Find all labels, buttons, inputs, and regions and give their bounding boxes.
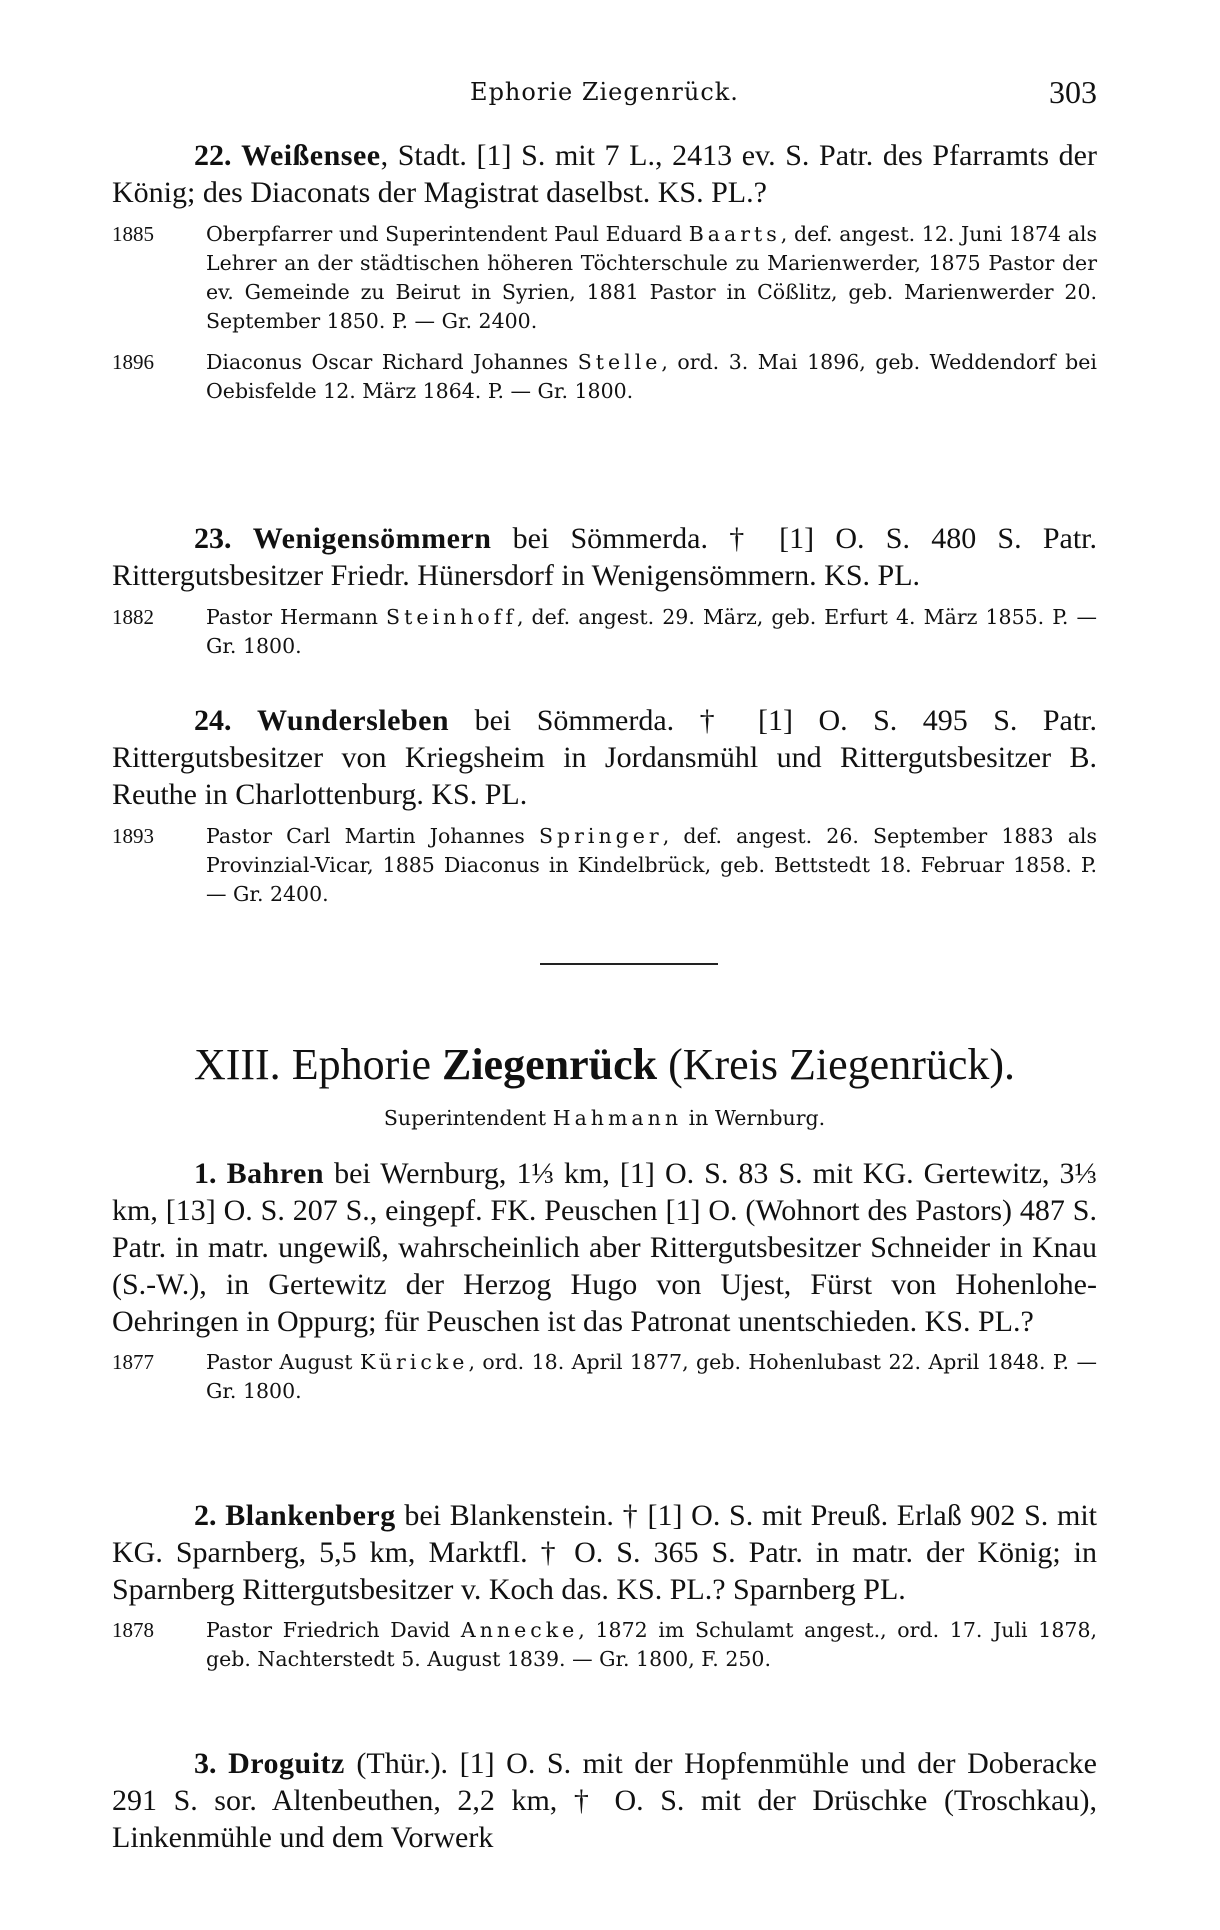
section-heading: [112, 1038, 1097, 1092]
note-year: 1896: [112, 350, 154, 374]
place-name: Weißensee: [241, 139, 381, 172]
note-pre: Oberpfarrer und Superintendent Paul Eduard: [206, 222, 689, 246]
section-bold-name: Ziegenrück: [441, 1040, 658, 1089]
note-post: , def. angest. 29. März, geb. Erfurt 4. März 1855. P. — Gr. 1800.: [206, 605, 1097, 658]
note-year: 1882: [112, 605, 154, 629]
note-post: , def. angest. 26. September 1883 als Provinzial-Vicar, 1885 Diaconus in Kindelbrück, geb. Bettstedt 18. Februar 1858. P. — Gr. 2400.: [206, 824, 1097, 906]
sub-pre: Superintendent: [383, 1106, 553, 1130]
place-name: Blankenberg: [225, 1499, 396, 1532]
pastor-note: [112, 822, 1097, 909]
pastor-name: Steinhoff: [386, 605, 517, 629]
note-post: , def. angest. 12. Juni 1874 als Lehrer an der städtischen höheren Töchterschule zu Marienwerder, 1875 Pastor der ev. Gemeinde zu Beirut in Syrien, 1881 Pastor in Cößlitz, geb. Marienwerder 20. September 1850. P. — Gr. 2400.: [206, 222, 1097, 333]
note-year: 1878: [112, 1618, 154, 1642]
entry-1: [112, 1155, 1097, 1406]
section-post: (Kreis Ziegenrück).: [657, 1040, 1016, 1089]
section-pre: Ephorie: [291, 1040, 442, 1089]
entry-3: [112, 1745, 1097, 1856]
entry-text: [112, 702, 1097, 813]
page-number: 303: [1049, 74, 1097, 110]
entry-text: [112, 137, 1097, 211]
entry-body: bei Wernburg, 1⅓ km, [1] O. S. 83 S. mit KG. Gertewitz, 3⅓ km, [13] O. S. 207 S., eingepf. FK. Peuschen [1] O. (Wohnort des Pastors) 487 S. Patr. in matr. ungewiß, wahrscheinlich aber Rittergutsbesitzer Schneider in Knau (S.-W.), in Gertewitz der Herzog Hugo von Ujest, Fürst von Hohenlohe-Oehringen in Oppurg; für Peuschen ist das Patronat unentschieden. KS. PL.?: [112, 1157, 1098, 1338]
entry-text: [112, 1497, 1097, 1608]
place-name: Wenigensömmern: [252, 522, 492, 555]
pastor-note: [112, 1348, 1097, 1406]
section-divider: [540, 963, 718, 965]
entry-number: 24.: [194, 704, 232, 737]
note-pre: Pastor Friedrich David: [206, 1618, 461, 1642]
note-pre: Pastor August: [206, 1350, 360, 1374]
pastor-note: [112, 220, 1097, 336]
entry-body: bei Sömmerda. † [1] O. S. 480 S. Patr. Rittergutsbesitzer Friedr. Hünersdorf in Wenigensömmern. KS. PL.: [112, 522, 1098, 592]
note-year: 1877: [112, 1350, 154, 1374]
entry-text: [112, 1155, 1097, 1340]
entry-body: bei Blankenstein. † [1] O. S. mit Preuß. Erlaß 902 S. mit KG. Sparnberg, 5,5 km, Marktfl. † O. S. 365 S. Patr. in matr. der König; in Sparnberg Rittergutsbesitzer v. Koch das. KS. PL.? Sparnberg PL.: [112, 1499, 1097, 1606]
note-post: , ord. 18. April 1877, geb. Hohenlubast 22. April 1848. P. — Gr. 1800.: [206, 1350, 1097, 1403]
note-post: , ord. 3. Mai 1896, geb. Weddendorf bei Oebisfelde 12. März 1864. P. — Gr. 1800.: [206, 350, 1097, 403]
superintendent-line: [112, 1106, 1097, 1130]
pastor-note: [112, 348, 1097, 406]
superintendent-name: Hahmann: [552, 1106, 683, 1130]
entry-number: 1.: [194, 1157, 217, 1190]
running-header: [112, 74, 1097, 118]
entry-number: 23.: [194, 522, 232, 555]
entry-24: [112, 702, 1097, 909]
pastor-note: [112, 1616, 1097, 1674]
place-name: Droguitz: [228, 1747, 345, 1780]
entry-body: bei Sömmerda. † [1] O. S. 495 S. Patr. Rittergutsbesitzer von Kriegsheim in Jordansmühl und Rittergutsbesitzer B. Reuthe in Charlottenburg. KS. PL.: [112, 704, 1098, 811]
entry-23: [112, 520, 1097, 661]
pastor-note: [112, 603, 1097, 661]
entry-body: , Stadt. [1] S. mit 7 L., 2413 ev. S. Patr. des Pfarramts der König; des Diaconats der Magistrat daselbst. KS. PL.?: [112, 139, 1097, 209]
note-year: 1885: [112, 222, 154, 246]
pastor-name: Annecke: [460, 1618, 579, 1642]
note-year: 1893: [112, 824, 154, 848]
entry-22: [112, 137, 1097, 406]
note-pre: Pastor Carl Martin Johannes: [206, 824, 539, 848]
pastor-name: Baarts: [688, 222, 781, 246]
sub-post: in Wernburg.: [682, 1106, 826, 1130]
running-title: Ephorie Ziegenrück.: [470, 78, 739, 106]
entry-number: 3.: [194, 1747, 217, 1780]
place-name: Wundersleben: [256, 704, 450, 737]
pastor-name: Springer: [538, 824, 663, 848]
place-name: Bahren: [226, 1157, 325, 1190]
entry-number: 2.: [194, 1499, 217, 1532]
note-pre: Pastor Hermann: [206, 605, 387, 629]
section-numeral: XIII.: [193, 1040, 281, 1089]
entry-number: 22.: [194, 139, 232, 172]
entry-body: (Thür.). [1] O. S. mit der Hopfenmühle und der Doberacke 291 S. sor. Altenbeuthen, 2,2 km, † O. S. mit der Drüschke (Troschkau), Linkenmühle und dem Vorwerk: [112, 1747, 1097, 1854]
pastor-name: Küricke: [359, 1350, 469, 1374]
entry-text: [112, 1745, 1097, 1856]
entry-2: [112, 1497, 1097, 1674]
note-pre: Diaconus Oscar Richard Johannes: [206, 350, 578, 374]
note-post: , 1872 im Schulamt angest., ord. 17. Juli 1878, geb. Nachterstedt 5. August 1839. — Gr. 1800, F. 250.: [206, 1618, 1097, 1671]
pastor-name: Stelle: [577, 350, 662, 374]
entry-text: [112, 520, 1097, 594]
